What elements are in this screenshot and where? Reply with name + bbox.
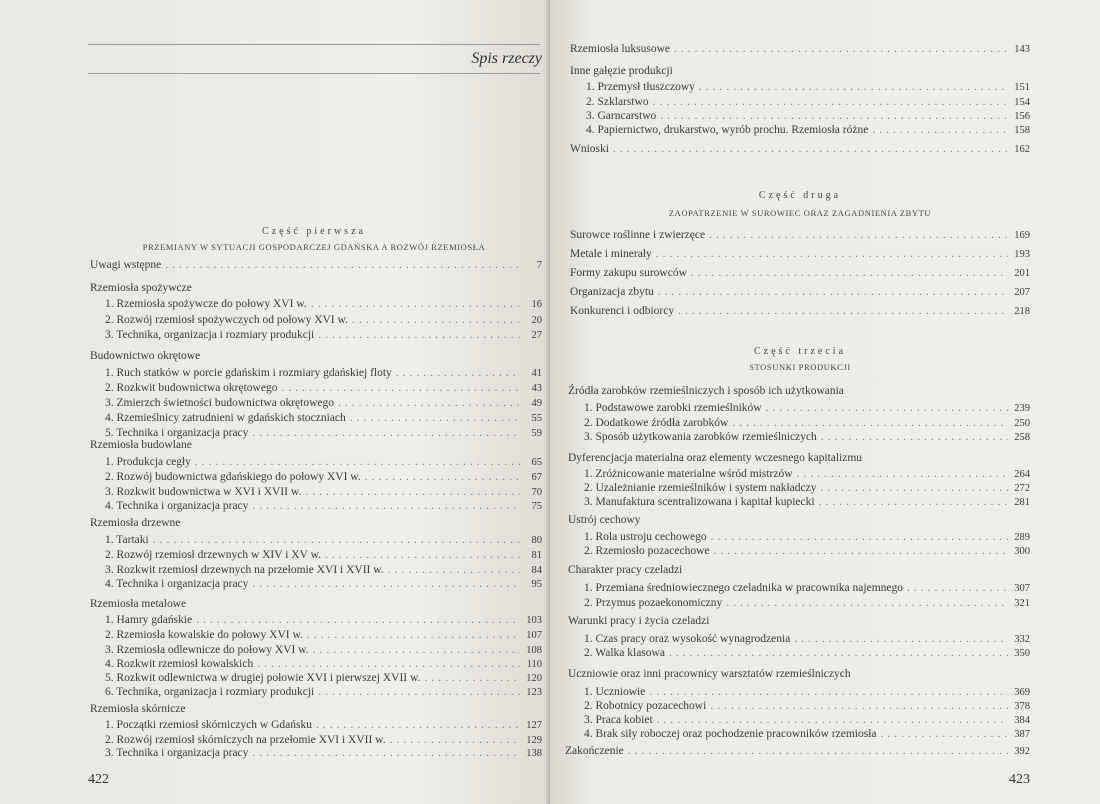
toc-entry-label: 1. Tartaki (105, 534, 149, 546)
toc-entry (105, 657, 542, 672)
toc-entry-page: 81 (531, 550, 542, 561)
toc-entry-label: 4. Technika i organizacja pracy (105, 500, 249, 512)
toc-entry-label: Zakończenie (565, 745, 624, 757)
toc-entry-label: 2. Uzależnianie rzemieślników i system nakładczy (584, 482, 817, 494)
toc-entry (105, 455, 542, 470)
toc-entry (565, 744, 1030, 759)
toc-entry-label: 2. Rozwój rzemiosł skórniczych na przełomie XVI i XVII w. (105, 734, 386, 746)
toc-entry-page: 65 (531, 457, 542, 468)
toc-entry-page: 281 (1014, 497, 1030, 508)
toc-entry-label: 5. Rozkwit odlewnictwa w drugiej połowie XVI i pierwszej XVII w. (105, 672, 421, 684)
toc-entry (105, 533, 542, 548)
toc-entry-page: 138 (526, 748, 542, 759)
toc-entry-label: 2. Szklarstwo (586, 96, 649, 108)
header-rule-top (88, 44, 540, 45)
toc-entry-page: 387 (1014, 729, 1030, 740)
toc-entry-page: 107 (526, 630, 542, 641)
toc-entry (105, 628, 542, 643)
toc-entry-label: 2. Rozwój rzemiosł spożywczych od połowy XVI w. (105, 314, 348, 326)
part-title: PRZEMIANY W SYTUACJI GOSPODARCZEJ GDAŃSKA A ROZWÓJ RZEMIOSŁA (142, 242, 486, 252)
toc-entry-page: 120 (526, 673, 542, 684)
section-heading: Rzemiosła metalowe (90, 598, 187, 610)
toc-entry (105, 499, 542, 514)
section-heading: Charakter pracy czeladzi (568, 564, 683, 576)
toc-entry-page: 143 (1014, 44, 1030, 55)
toc-entry-page: 27 (531, 330, 542, 341)
toc-entry-page: 16 (531, 299, 542, 310)
toc-entry-label: 3. Praca kobiet (584, 714, 653, 726)
toc-entry-page: 7 (536, 260, 542, 271)
toc-entry (570, 247, 1030, 262)
section-heading: Rzemiosła drzewne (90, 517, 181, 529)
section-heading: Rzemiosła skórnicze (90, 703, 186, 715)
toc-entry (105, 470, 542, 485)
toc-entry-label: 1. Przemysł tłuszczowy (586, 81, 695, 93)
toc-entry-label: 1. Czas pracy oraz wysokość wynagrodzenia (584, 633, 791, 645)
toc-entry (584, 467, 1030, 482)
toc-entry (586, 80, 1030, 95)
toc-entry (105, 548, 542, 563)
toc-entry (584, 495, 1030, 510)
toc-entry-label: 6. Technika, organizacja i rozmiary produkcji (105, 686, 315, 698)
toc-entry-label: 3. Rozkwit rzemiosł drzewnych na przełomie XVI i XVII w. (105, 564, 384, 576)
toc-entry-page: 95 (531, 579, 542, 590)
toc-entry-label: 4. Rzemieślnicy zatrudnieni w gdańskich stoczniach (105, 412, 346, 424)
toc-entry-page: 110 (526, 659, 542, 670)
toc-entry-label: Formy zakupu surowców (570, 267, 687, 279)
toc-entry-label: 1. Podstawowe zarobki rzemieślników (584, 402, 762, 414)
part-label: Część druga (758, 190, 842, 201)
page-number: 422 (88, 772, 109, 787)
toc-entry-label: Organizacja zbytu (570, 286, 654, 298)
toc-entry (90, 258, 542, 273)
toc-entry-label: 1. Uczniowie (584, 686, 646, 698)
toc-entry-page: 55 (531, 413, 542, 424)
section-heading: Ustrój cechowy (568, 514, 641, 526)
toc-entry-label: 3. Technika, organizacja i rozmiary produkcji (105, 329, 315, 341)
toc-entry-page: 272 (1014, 483, 1030, 494)
section-heading: Rzemiosła budowlane (90, 439, 192, 451)
toc-entry-page: 193 (1014, 249, 1030, 260)
running-head: Spis rzeczy (471, 50, 542, 67)
toc-entry-label: 4. Papiernictwo, drukarstwo, wyrób prochu. Rzemiosła różne (586, 124, 869, 136)
toc-entry-label: 3. Technika i organizacja pracy (105, 747, 249, 759)
toc-entry-page: 156 (1014, 111, 1030, 122)
toc-entry-page: 307 (1014, 583, 1030, 594)
toc-entry-page: 129 (526, 735, 542, 746)
toc-entry (105, 718, 542, 733)
toc-entry-page: 300 (1014, 546, 1030, 557)
toc-entry-label: 2. Rozwój rzemiosł drzewnych w XIV i XV w. (105, 549, 322, 561)
toc-entry-label: 3. Rozkwit budownictwa w XVI i XVII w. (105, 486, 302, 498)
toc-entry-label: 1. Produkcja cegły (105, 456, 191, 468)
toc-entry (584, 685, 1030, 700)
toc-entry-page: 250 (1014, 418, 1030, 429)
toc-entry-label: Metale i minerały (570, 248, 652, 260)
section-heading: Inne gałęzie produkcji (570, 65, 673, 77)
toc-entry (584, 530, 1030, 545)
toc-entry-label: 4. Brak siły roboczej oraz pochodzenie pracowników rzemiosła (584, 728, 877, 740)
toc-entry-page: 218 (1014, 306, 1030, 317)
part-label: Część pierwsza (262, 226, 366, 237)
toc-entry-page: 108 (526, 645, 542, 656)
toc-entry-page: 70 (531, 487, 542, 498)
toc-entry (105, 671, 542, 686)
toc-entry-label: 2. Robotnicy pozacechowi (584, 700, 707, 712)
toc-entry-label: 1. Rzemiosła spożywcze do połowy XVI w. (105, 298, 307, 310)
toc-entry (105, 366, 542, 381)
toc-entry-label: Wnioski (570, 143, 609, 155)
toc-entry (584, 401, 1030, 416)
toc-entry-page: 264 (1014, 469, 1030, 480)
toc-entry-page: 162 (1014, 144, 1030, 155)
toc-entry-label: 3. Zmierzch świetności budownictwa okrętowego (105, 397, 334, 409)
toc-entry (584, 632, 1030, 647)
toc-entry (105, 613, 542, 628)
section-heading: Budownictwo okrętowe (90, 350, 201, 362)
toc-entry (584, 727, 1030, 742)
toc-entry-page: 289 (1014, 532, 1030, 543)
toc-entry-label: Rzemiosła luksusowe (570, 43, 670, 55)
toc-entry (105, 328, 542, 343)
toc-entry-page: 49 (531, 398, 542, 409)
toc-entry-page: 20 (531, 315, 542, 326)
part-title: STOSUNKI PRODUKCJI (749, 362, 851, 372)
toc-entry (584, 699, 1030, 714)
toc-entry-page: 207 (1014, 287, 1030, 298)
section-heading: Źródła zarobków rzemieślniczych i sposób ich użytkowania (568, 385, 844, 397)
toc-entry-page: 154 (1014, 97, 1030, 108)
toc-entry-page: 392 (1014, 746, 1030, 757)
toc-entry (105, 297, 542, 312)
toc-entry-label: 4. Technika i organizacja pracy (105, 578, 249, 590)
right-page (550, 0, 1100, 804)
section-heading: Uczniowie oraz inni pracownicy warsztatów rzemieślniczych (568, 668, 851, 680)
toc-entry-page: 127 (526, 720, 542, 731)
toc-entry-page: 384 (1014, 715, 1030, 726)
toc-entry-page: 67 (531, 472, 542, 483)
toc-entry-label: 2. Dodatkowe źródła zarobków (584, 417, 729, 429)
toc-entry (105, 577, 542, 592)
header-rule-bottom (88, 73, 540, 74)
toc-entry-page: 378 (1014, 701, 1030, 712)
toc-entry (105, 485, 542, 500)
toc-entry-label: 2. Walka klasowa (584, 647, 665, 659)
toc-entry (105, 313, 542, 328)
toc-entry (105, 685, 542, 700)
toc-entry (584, 713, 1030, 728)
toc-entry-label: 2. Przymus pozaekonomiczny (584, 597, 723, 609)
toc-entry-label: Surowce roślinne i zwierzęce (570, 229, 706, 241)
toc-entry (570, 42, 1030, 57)
toc-entry-page: 258 (1014, 432, 1030, 443)
toc-entry-label: Uwagi wstępne (90, 259, 162, 271)
toc-entry-label: 2. Rozwój budownictwa gdańskiego do połowy XVI w. (105, 471, 361, 483)
toc-entry-label: 1. Przemiana średniowiecznego czeladnika w pracownika najemnego (584, 582, 903, 594)
section-heading: Dyferencjacja materialna oraz elementy wczesnego kapitalizmu (568, 452, 863, 464)
toc-entry-label: 1. Ruch statków w porcie gdańskim i rozmiary gdańskiej floty (105, 367, 392, 379)
toc-entry-label: 1. Zróżnicowanie materialne wśród mistrzów (584, 468, 793, 480)
toc-entry (584, 416, 1030, 431)
toc-entry-page: 239 (1014, 403, 1030, 414)
toc-entry-page: 43 (531, 383, 542, 394)
toc-entry-page: 151 (1014, 82, 1030, 93)
toc-entry (584, 430, 1030, 445)
toc-entry (586, 95, 1030, 110)
toc-entry-label: 4. Rozkwit rzemiosł kowalskich (105, 658, 254, 670)
toc-entry-page: 321 (1014, 598, 1030, 609)
toc-entry (570, 228, 1030, 243)
toc-entry-label: 1. Hamry gdańskie (105, 614, 193, 626)
toc-entry (105, 396, 542, 411)
part-title: ZAOPATRZENIE W SUROWIEC ORAZ ZAGADNIENIA ZBYTU (668, 208, 932, 218)
toc-entry (105, 411, 542, 426)
toc-entry-page: 84 (531, 565, 542, 576)
toc-entry-page: 41 (531, 368, 542, 379)
toc-entry (584, 646, 1030, 661)
toc-entry (105, 643, 542, 658)
toc-entry (105, 563, 542, 578)
toc-entry-page: 59 (531, 428, 542, 439)
toc-entry-label: 2. Rozkwit budownictwa okrętowego (105, 382, 278, 394)
toc-entry-page: 201 (1014, 268, 1030, 279)
toc-entry (570, 266, 1030, 281)
section-heading: Warunki pracy i życia czeladzi (568, 615, 710, 627)
toc-entry-label: 3. Garncarstwo (586, 110, 657, 122)
toc-entry-label: 2. Rzemiosło pozacechowe (584, 545, 710, 557)
part-label: Część trzecia (753, 346, 847, 357)
toc-entry-page: 369 (1014, 687, 1030, 698)
toc-entry-label: Konkurenci i odbiorcy (570, 305, 675, 317)
toc-entry (570, 285, 1030, 300)
toc-entry (570, 142, 1030, 157)
toc-entry (584, 581, 1030, 596)
toc-entry (586, 109, 1030, 124)
toc-entry-label: 1. Rola ustroju cechowego (584, 531, 707, 543)
page-number: 423 (1009, 772, 1030, 787)
toc-entry (586, 123, 1030, 138)
toc-entry-page: 169 (1014, 230, 1030, 241)
toc-entry-page: 123 (526, 687, 542, 698)
toc-entry-page: 103 (526, 615, 542, 626)
toc-entry-label: 3. Rzemiosła odlewnicze do połowy XVI w. (105, 644, 309, 656)
toc-entry-page: 350 (1014, 648, 1030, 659)
section-heading: Rzemiosła spożywcze (90, 282, 192, 294)
toc-entry-page: 80 (531, 535, 542, 546)
toc-entry (105, 381, 542, 396)
toc-entry-label: 2. Rzemiosła kowalskie do połowy XVI w. (105, 629, 303, 641)
toc-entry (584, 596, 1030, 611)
toc-entry (584, 544, 1030, 559)
toc-entry-label: 3. Sposób użytkowania zarobków rzemieślniczych (584, 431, 817, 443)
toc-entry-label: 1. Początki rzemiosł skórniczych w Gdańsku (105, 719, 312, 731)
toc-entry-label: 3. Manufaktura scentralizowana i kapitał kupiecki (584, 496, 815, 508)
toc-entry-page: 158 (1014, 125, 1030, 136)
toc-entry (584, 481, 1030, 496)
toc-entry-page: 75 (531, 501, 542, 512)
toc-entry (570, 304, 1030, 319)
toc-entry-page: 332 (1014, 634, 1030, 645)
toc-entry-label: 5. Technika i organizacja pracy (105, 427, 249, 439)
toc-entry (105, 746, 542, 761)
